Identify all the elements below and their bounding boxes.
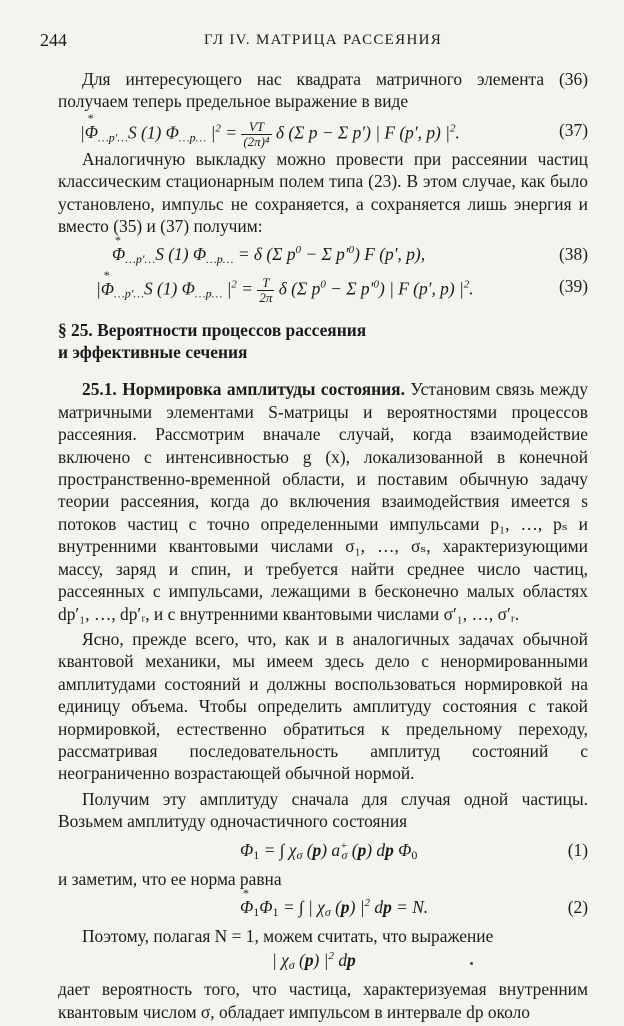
page-number: 244 bbox=[40, 30, 67, 50]
page-header bbox=[40, 30, 588, 52]
paragraph-7: Поэтому, полагая N = 1, можем считать, что выражение bbox=[82, 925, 494, 946]
running-head: ГЛ IV. МАТРИЦА РАССЕЯНИЯ bbox=[204, 32, 443, 48]
equation-37 bbox=[58, 116, 588, 148]
page-body bbox=[58, 68, 588, 1026]
subsection-lead: 25.1. Нормировка амплитуды состояния. bbox=[82, 379, 405, 400]
formula-39: |* $\Phi_{\dots p'\dots}S$ (1) $\Phi_{\dots p\dots}$ $|^2$ = $\frac{T}{2\pi}$ δ (Σ $p^0 - \Sigma$ $p'^0$) | F (p′, p) $|^2$. bbox=[96, 276, 474, 305]
equation-39 bbox=[58, 272, 588, 304]
paragraph-8: дает вероятность того, что частица, характеризуемая внутренним квантовым числом σ, обладает импульсом в интервале dp около bbox=[58, 979, 588, 1022]
equation-2 bbox=[58, 893, 588, 925]
section-heading bbox=[58, 319, 588, 363]
equation-number-39: (39) bbox=[559, 276, 588, 297]
paragraph-2: Аналогичную выкладку можно провести при рассеянии частиц классическим стационарным полем типа (23). В этом случае, как было установлено, импульс не сохраняется, а сохраняется лишь энергия и вместо (35) и (37) получим: bbox=[58, 148, 588, 237]
fraction-vt: $\frac{VT}{\text{(2π)⁴}}$ bbox=[243, 118, 270, 149]
section-title-line-2: и эффективные сечения bbox=[58, 342, 248, 363]
formula-2: * $\Phi_1\Phi_1$ = ∫ | $\chi_\sigma$ (p) $|^2$ dp = N. bbox=[240, 897, 428, 920]
equation-number-2: (2) bbox=[567, 896, 588, 917]
paragraph-5: Получим эту амплитуду сначала для случая одной частицы. Возьмем амплитуду одночастичного состояния bbox=[58, 788, 588, 832]
paragraph-6: и заметим, что ее норма равна bbox=[58, 868, 282, 889]
paragraph-3 bbox=[58, 378, 588, 624]
equation-number-37: (37) bbox=[559, 119, 588, 140]
formula-37: |* $\Phi_{\dots p'\dots}S$ (1) $\Phi_{\dots p\dots}$ $|^2$ = $\frac{VT}{\text{(2π)⁴}}$ δ (Σ p − Σ p′) | F (p′, p) $|^2$. bbox=[80, 120, 460, 149]
formula-1: $\Phi_1$ = ∫ $\chi_\sigma$ (p) $a^+_\sigma$ (p) dp $\Phi_0$ bbox=[240, 839, 418, 862]
equation-1 bbox=[58, 836, 588, 868]
page-speck bbox=[470, 962, 473, 965]
fraction-t: $\frac{T}{2\pi}$ bbox=[259, 275, 273, 306]
formula-chi-squared: | $\chi_\sigma$ (p) $|^2$ dp bbox=[272, 950, 356, 973]
section-title-line-1: § 25. Вероятности процессов рассеяния bbox=[58, 320, 367, 341]
equation-38 bbox=[58, 240, 588, 272]
formula-38: * $\Phi_{\dots p'\dots}S$ (1) $\Phi_{\dots p\dots} = \delta$ (Σ $p^0 - \Sigma$ $p'^0$) F (p′, p), bbox=[112, 244, 425, 267]
paragraph-3-text: Установим связь между матричными элементами S-матрицы и вероятностями процессов рассеяния. Рассмотрим вначале случай, когда взаимодействие включено с интенсивностью g (x), локализованной в конечной пространственно-временной области, и поставим обычную задачу теории рассеяния, когда до включения взаимодействия имеется s потоков частиц с точно определенными импульсами p₁, …, pₛ и внутренними квантовыми числами σ₁, …, σₛ, характеризующими массу, заряд и спин, и требуется найти среднее число частиц, рассеянных с импульсами, лежащими в бесконечно малых областях dp′₁, …, dp′ᵣ, и с внутренними квантовыми числами σ′₁, …, σ′ᵣ. bbox=[58, 379, 588, 624]
paragraph-1: Для интересующего нас квадрата матричного элемента (36) получаем теперь предельное выражение в виде bbox=[58, 69, 588, 112]
equation-number-38: (38) bbox=[559, 244, 588, 265]
equation-number-1: (1) bbox=[567, 839, 588, 860]
expression-chi-squared bbox=[58, 950, 588, 978]
paragraph-4: Ясно, прежде всего, что, как и в аналогичных задачах обычной квантовой механики, мы имеем здесь дело с ненормированными амплитудами состояний и должны воспользоваться нормировкой на единицу объема. Чтобы определить амплитуду состояния с такой нормировкой, естественно обратиться к предельному переходу, рассматривая последовательность амплитуд состояний с неограниченно возрастающей обычной нормой. bbox=[58, 628, 588, 784]
